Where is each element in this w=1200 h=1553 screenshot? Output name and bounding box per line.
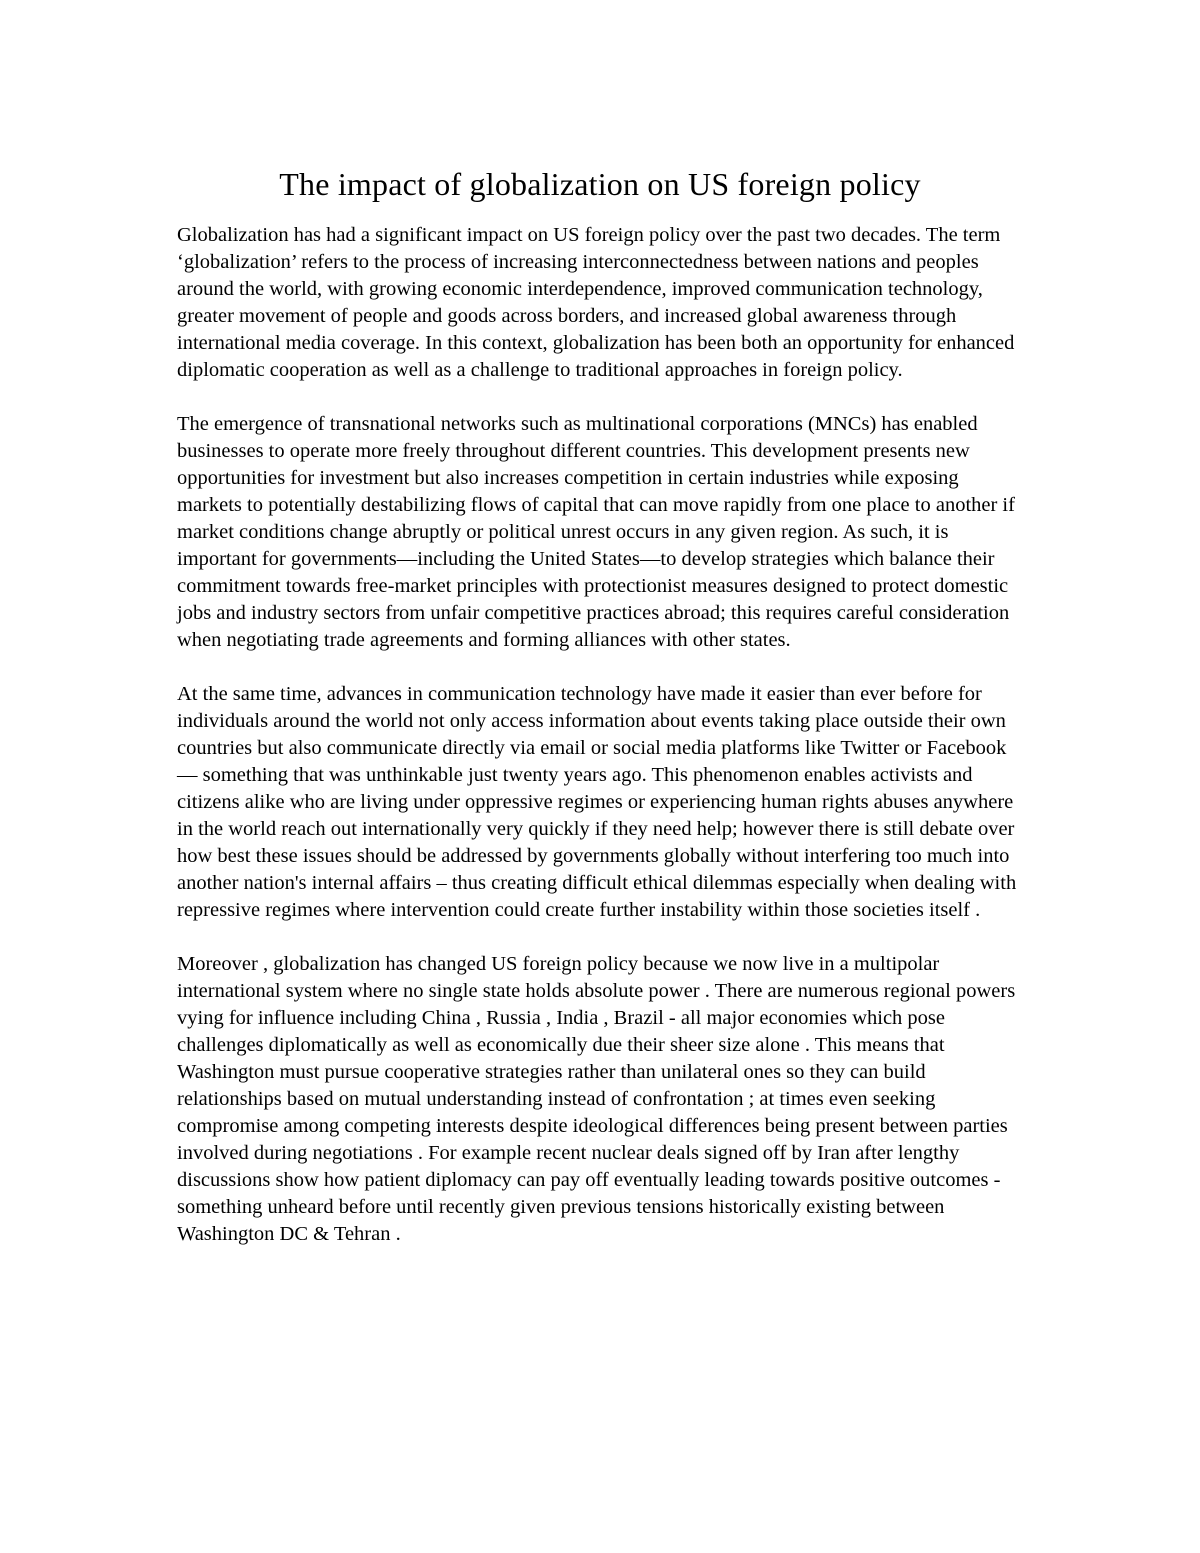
paragraph-communication-technology: At the same time, advances in communication technology have made it easier than ever before for individuals around the world not only access information about events taking place outside their own countries but also communicate directly via email or social media platforms like Twitter or Facebook — something that was unthinkable just twenty years ago. This phenomenon enables activists and citizens alike who are living under oppressive regimes or experiencing human rights abuses anywhere in the world reach out internationally very quickly if they need help; however there is still debate over how best these issues should be addressed by governments globally without interfering too much into another nation's internal affairs – thus creating difficult ethical dilemmas especially when dealing with repressive regimes where intervention could create further instability within those societies itself .: [177, 683, 1017, 921]
paragraph-transnational-networks: The emergence of transnational networks such as multinational corporations (MNCs) has enabled businesses to operate more freely throughout different countries. This development presents new opportunities for investment but also increases competition in certain industries while exposing markets to potentially destabilizing flows of capital that can move rapidly from one place to another if market conditions change abruptly or political unrest occurs in any given region. As such, it is important for governments—including the United States—to develop strategies which balance their commitment towards free-market principles with protectionist measures designed to protect domestic jobs and industry sectors from unfair competitive practices abroad; this requires careful consideration when negotiating trade agreements and forming alliances with other states.: [177, 413, 1015, 651]
paragraph-intro: Globalization has had a significant impact on US foreign policy over the past two decades. The term ‘globalization’ refers to the process of increasing interconnectedness between nations and peoples around the world, with growing economic interdependence, improved communication technology, greater movement of people and goods across borders, and increased global awareness through international media coverage. In this context, globalization has been both an opportunity for enhanced diplomatic cooperation as well as a challenge to traditional approaches in foreign policy.: [177, 224, 1015, 381]
document-title: The impact of globalization on US foreign policy: [279, 166, 921, 202]
paragraph-multipolar-system: Moreover , globalization has changed US foreign policy because we now live in a multipolar international system where no single state holds absolute power . There are numerous regional powers vying for influence including China , Russia , India , Brazil - all major economies which pose challenges diplomatically as well as economically due their sheer size alone . This means that Washington must pursue cooperative strategies rather than unilateral ones so they can build relationships based on mutual understanding instead of confrontation ; at times even seeking compromise among competing interests despite ideological differences being present between parties involved during negotiations . For example recent nuclear deals signed off by Iran after lengthy discussions show how patient diplomacy can pay off eventually leading towards positive outcomes - something unheard before until recently given previous tensions historically existing between Washington DC & Tehran .: [177, 953, 1016, 1245]
